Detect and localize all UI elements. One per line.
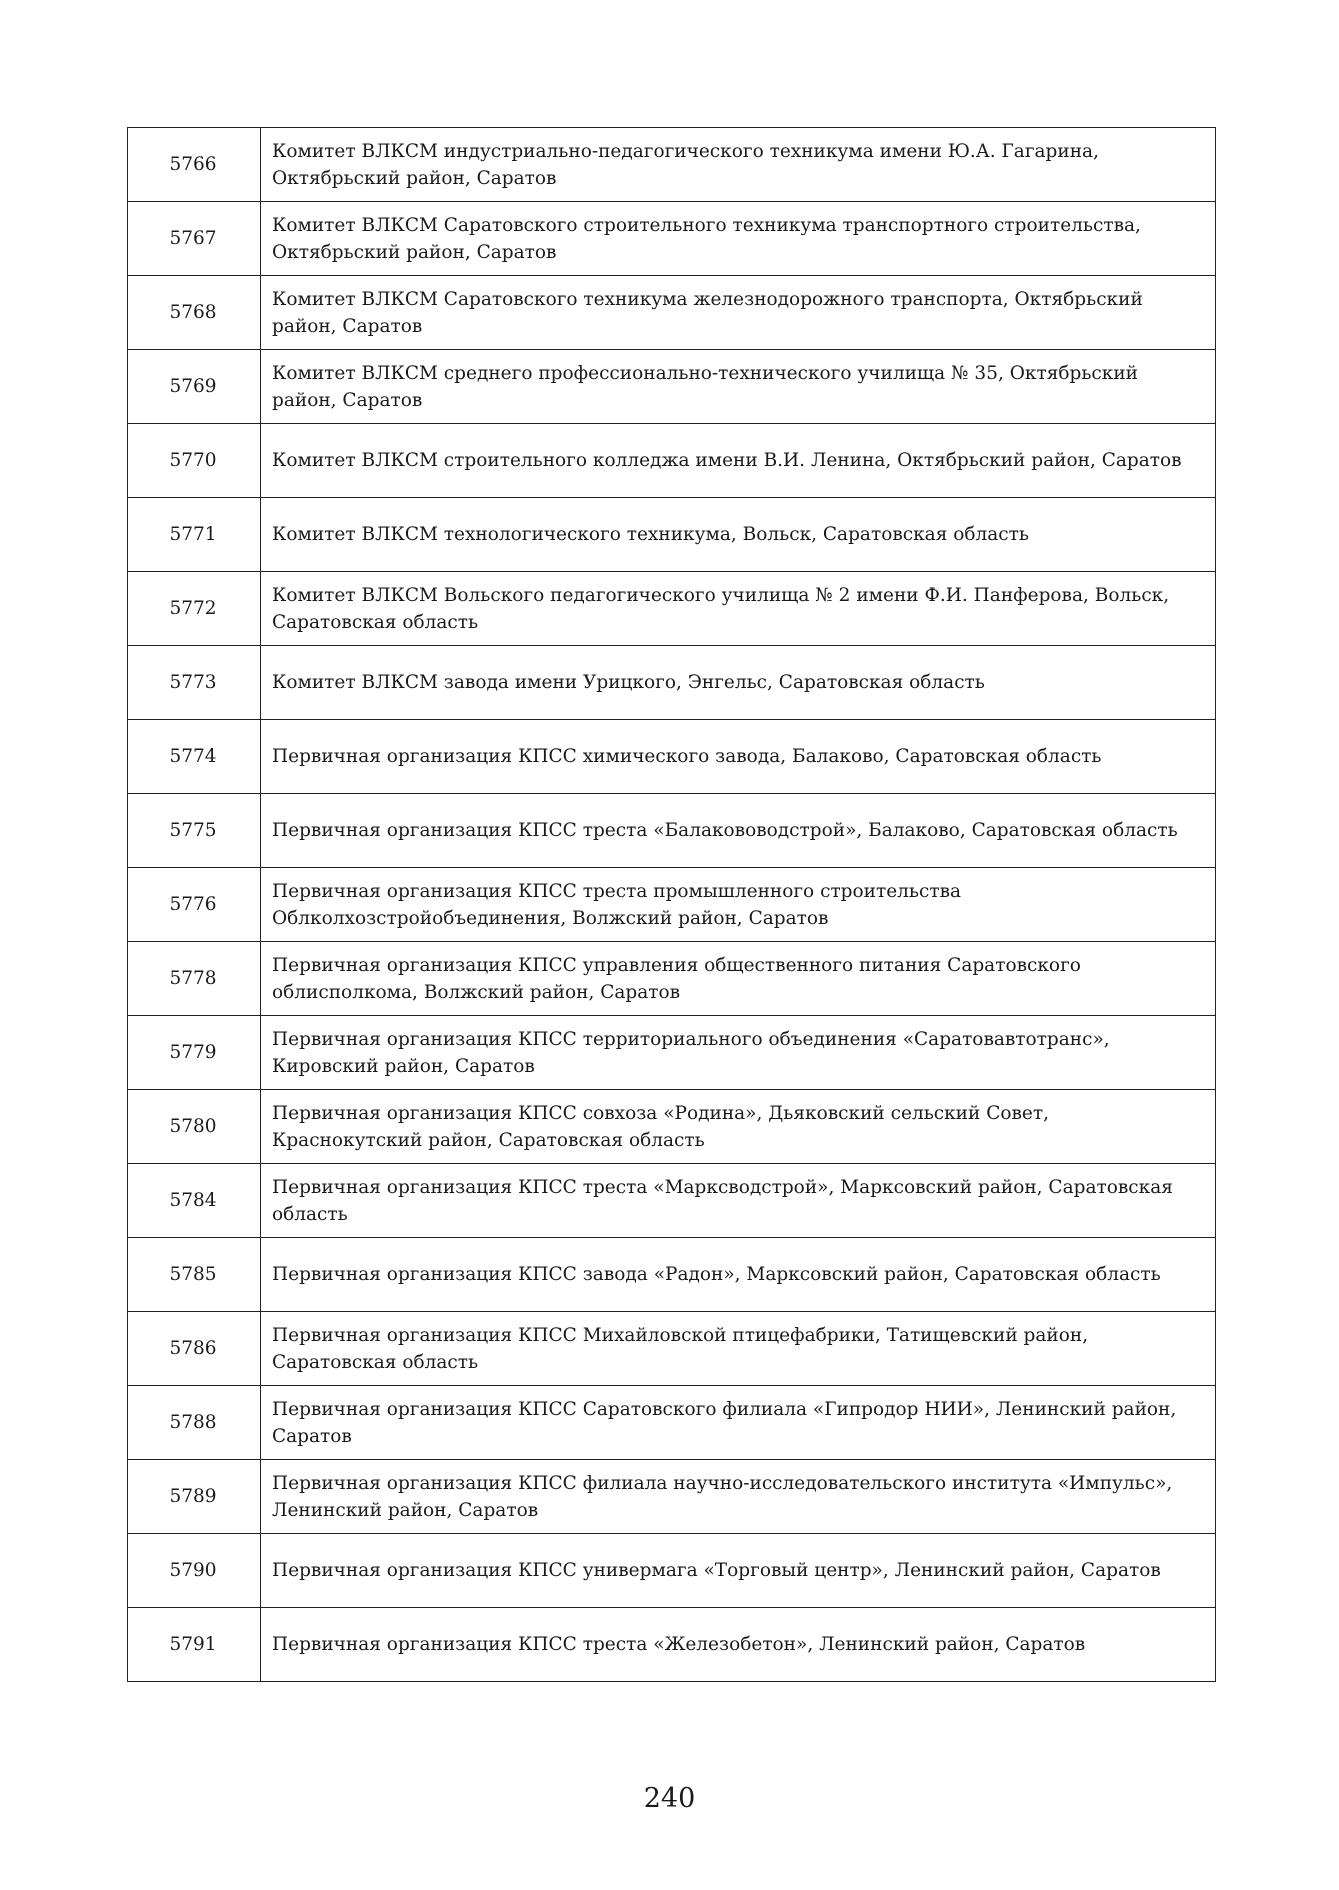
organization-name: Комитет ВЛКСМ Вольского педагогического училища № 2 имени Ф.И. Панферова, Вольск, Саратовская область: [261, 572, 1216, 646]
table-row: [128, 646, 1216, 720]
table-row: [128, 1016, 1216, 1090]
row-number: 5786: [128, 1312, 261, 1386]
organization-name: Первичная организация КПСС треста промышленного строительства Облколхозстройобъединения, Волжский район, Саратов: [261, 868, 1216, 942]
organization-name: Первичная организация КПСС треста «Железобетон», Ленинский район, Саратов: [261, 1608, 1216, 1682]
organization-name: Комитет ВЛКСМ Саратовского строительного техникума транспортного строительства, Октябрьский район, Саратов: [261, 202, 1216, 276]
organization-name: Первичная организация КПСС Саратовского филиала «Гипродор НИИ», Ленинский район, Саратов: [261, 1386, 1216, 1460]
table-row: [128, 1238, 1216, 1312]
row-number: 5784: [128, 1164, 261, 1238]
organization-name: Первичная организация КПСС территориального объединения «Саратовавтотранс», Кировский район, Саратов: [261, 1016, 1216, 1090]
organization-name: Первичная организация КПСС завода «Радон», Марксовский район, Саратовская область: [261, 1238, 1216, 1312]
organization-name: Первичная организация КПСС универмага «Торговый центр», Ленинский район, Саратов: [261, 1534, 1216, 1608]
organization-name: Первичная организация КПСС Михайловской птицефабрики, Татищевский район, Саратовская область: [261, 1312, 1216, 1386]
row-number: 5785: [128, 1238, 261, 1312]
table-row: [128, 572, 1216, 646]
table-row: [128, 128, 1216, 202]
table-row: [128, 350, 1216, 424]
organization-name: Первичная организация КПСС филиала научно-исследовательского института «Импульс», Ленинский район, Саратов: [261, 1460, 1216, 1534]
table-row: [128, 276, 1216, 350]
table-row: [128, 942, 1216, 1016]
table-row: [128, 202, 1216, 276]
table-row: [128, 1386, 1216, 1460]
row-number: 5776: [128, 868, 261, 942]
row-number: 5775: [128, 794, 261, 868]
table-row: [128, 868, 1216, 942]
row-number: 5769: [128, 350, 261, 424]
table-row: [128, 720, 1216, 794]
organization-name: Первичная организация КПСС треста «Балакововодстрой», Балаково, Саратовская область: [261, 794, 1216, 868]
row-number: 5779: [128, 1016, 261, 1090]
organization-name: Первичная организация КПСС совхоза «Родина», Дьяковский сельский Совет, Краснокутский район, Саратовская область: [261, 1090, 1216, 1164]
organization-name: Комитет ВЛКСМ технологического техникума, Вольск, Саратовская область: [261, 498, 1216, 572]
table-row: [128, 1164, 1216, 1238]
organization-name: Первичная организация КПСС управления общественного питания Саратовского облисполкома, Волжский район, Саратов: [261, 942, 1216, 1016]
organization-name: Комитет ВЛКСМ Саратовского техникума железнодорожного транспорта, Октябрьский район, Саратов: [261, 276, 1216, 350]
organization-name: Комитет ВЛКСМ среднего профессионально-технического училища № 35, Октябрьский район, Саратов: [261, 350, 1216, 424]
organization-name: Комитет ВЛКСМ индустриально-педагогического техникума имени Ю.А. Гагарина, Октябрьский район, Саратов: [261, 128, 1216, 202]
row-number: 5771: [128, 498, 261, 572]
row-number: 5790: [128, 1534, 261, 1608]
table-row: [128, 1312, 1216, 1386]
organization-name: Комитет ВЛКСМ завода имени Урицкого, Энгельс, Саратовская область: [261, 646, 1216, 720]
organization-name: Комитет ВЛКСМ строительного колледжа имени В.И. Ленина, Октябрьский район, Саратов: [261, 424, 1216, 498]
table-row: [128, 498, 1216, 572]
row-number: 5780: [128, 1090, 261, 1164]
row-number: 5788: [128, 1386, 261, 1460]
organization-name: Первичная организация КПСС химического завода, Балаково, Саратовская область: [261, 720, 1216, 794]
row-number: 5767: [128, 202, 261, 276]
row-number: 5774: [128, 720, 261, 794]
row-number: 5791: [128, 1608, 261, 1682]
registry-table: [127, 127, 1216, 1682]
row-number: 5789: [128, 1460, 261, 1534]
table-row: [128, 1608, 1216, 1682]
table-row: [128, 1090, 1216, 1164]
organization-name: Первичная организация КПСС треста «Марксводстрой», Марксовский район, Саратовская область: [261, 1164, 1216, 1238]
table-row: [128, 424, 1216, 498]
row-number: 5778: [128, 942, 261, 1016]
registry-table-body: [128, 128, 1216, 1682]
page-number: 240: [643, 1783, 696, 1814]
row-number: 5770: [128, 424, 261, 498]
row-number: 5773: [128, 646, 261, 720]
row-number: 5766: [128, 128, 261, 202]
table-row: [128, 1534, 1216, 1608]
row-number: 5772: [128, 572, 261, 646]
table-row: [128, 794, 1216, 868]
row-number: 5768: [128, 276, 261, 350]
table-row: [128, 1460, 1216, 1534]
